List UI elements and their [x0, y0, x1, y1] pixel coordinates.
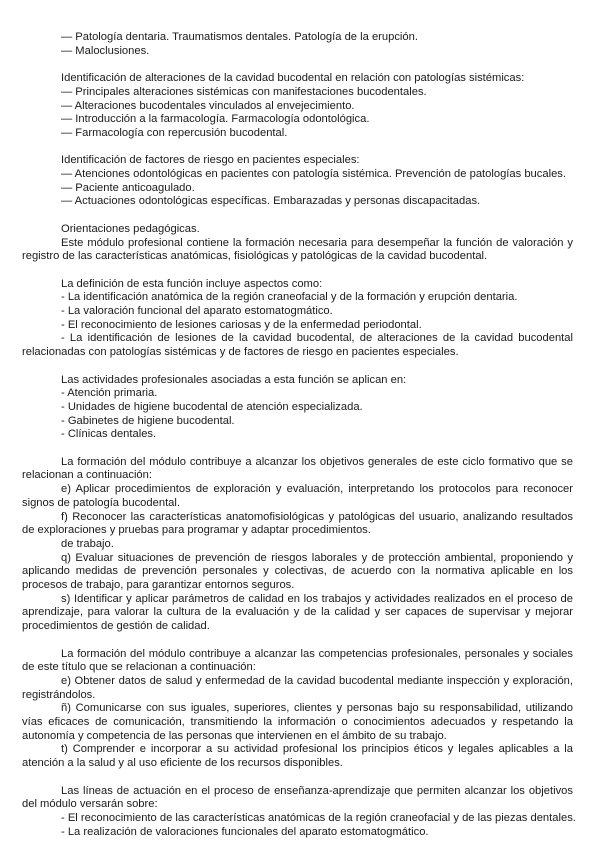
systemic-section — [61, 72, 573, 141]
action-lines-section — [22, 784, 576, 840]
orientation-section — [22, 222, 573, 264]
objectives-section — [22, 455, 573, 634]
list-item: - Unidades de higiene bucodental de atención especializada. — [61, 400, 363, 413]
stray-text: de trabajo. — [61, 537, 114, 550]
function-section — [22, 277, 573, 360]
objective-item: f) Reconocer las características anatomofisiológicas y patológicas del usuario, analizando resultados de exploraciones y pruebas para programar y adaptar procedimientos. — [22, 510, 573, 537]
paragraph: La formación del módulo contribuye a alcanzar los objetivos generales de este ciclo formativo que se relacionan a continuación: — [22, 455, 573, 482]
list-item: — Maloclusiones. — [61, 44, 150, 57]
list-item: — Actuaciones odontológicas específicas. Embarazadas y personas discapacitadas. — [61, 195, 481, 208]
list-item: — Paciente anticoagulado. — [61, 181, 195, 194]
competencies-section — [22, 647, 573, 771]
list-item: - El reconocimiento de lesiones cariosas y de la enfermedad periodontal. — [61, 318, 422, 331]
list-item: — Principales alteraciones sistémicas con manifestaciones bucodentales. — [61, 85, 427, 98]
competency-item: e) Obtener datos de salud y enfermedad de la cavidad bucodental mediante inspección y exploración, registrándolos. — [22, 674, 573, 701]
list-item: - La valoración funcional del aparato estomatogmático. — [61, 305, 333, 317]
competency-item: ñ) Comunicarse con sus iguales, superiores, clientes y personas bajo su responsabilidad, utilizando vías eficaces de comunicación, transmitiendo la información o conocimientos adecuados y respetando la autonomía y competencia de las personas que intervienen en el ámbito de su trabajo. — [22, 702, 573, 742]
objective-item: q) Evaluar situaciones de prevención de riesgos laborales y de protección ambiental, proponiendo y aplicando medidas de prevención personales y colectivas, de acuerdo con la normativa aplicable en los procesos de trabajo, para garantizar entornos seguros. — [22, 551, 573, 592]
section-heading: Orientaciones pedagógicas. — [61, 222, 200, 235]
objective-item: e) Aplicar procedimientos de exploración y evaluación, interpretando los protocolos para reconocer signos de patología bucodental. — [22, 483, 573, 509]
section-heading: La definición de esta función incluye aspectos como: — [61, 277, 323, 290]
list-item: - La identificación de lesiones de la cavidad bucodental, de alteraciones de la cavidad bucodental relacionadas con patologías sistémicas y de factores de riesgo en pacientes especiales. — [22, 332, 573, 359]
activities-section — [61, 374, 573, 443]
section-heading: Las actividades profesionales asociadas a esta función se aplican en: — [61, 373, 407, 386]
section-heading: Identificación de alteraciones de la cavidad bucodental en relación con patologías sistémicas: — [61, 72, 525, 85]
list-item: - El reconocimiento de las características anatómicas de la región craneofacial y de las piezas dentales. — [61, 811, 576, 824]
list-item: — Atenciones odontológicas en pacientes con patología sistémica. Prevención de patologías bucales. — [61, 168, 567, 180]
list-item: — Patología dentaria. Traumatismos dentales. Patología de la erupción. — [61, 31, 418, 43]
top-list — [61, 31, 573, 58]
objective-item: s) Identificar y aplicar parámetros de calidad en los trabajos y actividades realizados en el proceso de aprendizaje, para valorar la cultura de la evaluación y de la calidad y ser capaces de supervisar y mejorar procedimientos de gestión de calidad. — [22, 592, 573, 633]
list-item: - La identificación anatómica de la región craneofacial y de la formación y erupción dentaria. — [61, 291, 518, 304]
paragraph: La formación del módulo contribuye a alcanzar las competencias profesionales, personales y sociales de este título que se relacionan a continuación: — [22, 647, 573, 674]
list-item: — Farmacología con repercusión bucodental. — [61, 126, 288, 139]
risk-section — [61, 154, 573, 209]
list-item: - La realización de valoraciones funcionales del aparato estomatogmático. — [61, 825, 429, 838]
section-heading: Identificación de factores de riesgo en pacientes especiales: — [61, 154, 360, 167]
list-item: - Atención primaria. — [61, 387, 158, 400]
document-page — [22, 31, 576, 853]
list-item: — Introducción a la farmacología. Farmacología odontológica. — [61, 113, 370, 126]
list-item: — Alteraciones bucodentales vinculados al envejecimiento. — [61, 99, 355, 112]
paragraph: Este módulo profesional contiene la formación necesaria para desempeñar la función de valoración y registro de las características anatómicas, fisiológicas y patológicas de la cavidad bucodental. — [22, 236, 573, 263]
competency-item: t) Comprender e incorporar a su actividad profesional los principios éticos y legales aplicables a la atención a la salud y al uso eficiente de los recursos disponibles. — [22, 743, 573, 770]
list-item: - Clínicas dentales. — [61, 428, 157, 441]
list-item: - Gabinetes de higiene bucodental. — [61, 414, 235, 427]
paragraph: Las líneas de actuación en el proceso de enseñanza-aprendizaje que permiten alcanzar los objetivos del módulo versarán sobre: — [22, 784, 573, 811]
